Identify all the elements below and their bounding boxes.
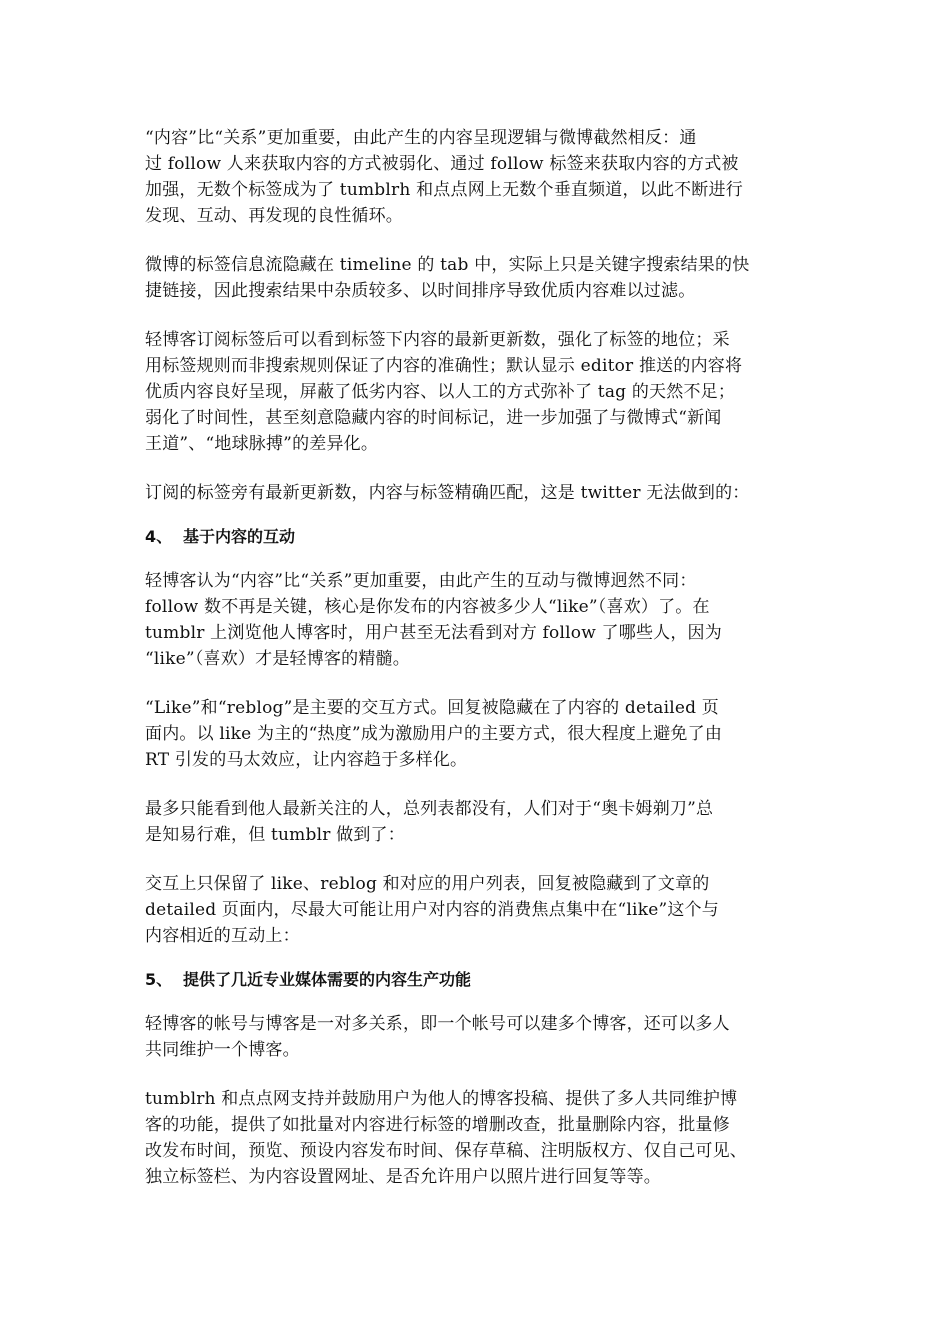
paragraph-interaction-list — [145, 871, 813, 949]
paragraph-occam-razor — [145, 796, 813, 848]
paragraph-like-core — [145, 568, 813, 672]
paragraph-tag-update-count — [145, 480, 813, 506]
text-line: 弱化了时间性，甚至刻意隐藏内容的时间标记，进一步加强了与微博式“新闻 — [145, 408, 722, 428]
section-heading-4 — [145, 524, 813, 550]
paragraph-weibo-tags — [145, 252, 813, 304]
text-line: tumblr 上浏览他人博客时，用户甚至无法看到对方 follow 了哪些人，因为 — [145, 623, 722, 643]
text-line: follow 数不再是关键，核心是你发布的内容被多少人“like”（喜欢）了。在 — [145, 597, 710, 617]
text-line: 王道”、“地球脉搏”的差异化。 — [145, 434, 379, 454]
text-line: 捷链接，因此搜索结果中杂质较多、以时间排序导致优质内容难以过滤。 — [145, 281, 696, 301]
text-line: 是知易行难，但 tumblr 做到了： — [145, 825, 405, 845]
text-line: RT 引发的马太效应，让内容趋于多样化。 — [145, 750, 468, 770]
section-heading-5 — [145, 967, 813, 993]
text-line: 微博的标签信息流隐藏在 timeline 的 tab 中，实际上只是关键字搜索结果的快 — [145, 255, 750, 275]
text-line: 轻博客订阅标签后可以看到标签下内容的最新更新数，强化了标签的地位；采 — [145, 330, 730, 350]
text-line: 发现、互动、再发现的良性循环。 — [145, 206, 403, 226]
text-line: 内容相近的互动上： — [145, 926, 300, 946]
text-line: 用标签规则而非搜索规则保证了内容的准确性；默认显示 editor 推送的内容将 — [145, 356, 743, 376]
text-line: 过 follow 人来获取内容的方式被弱化、通过 follow 标签来获取内容的方式被 — [145, 154, 739, 174]
paragraph-tag-subscription — [145, 327, 813, 457]
text-line: 面内。以 like 为主的“热度”成为激励用户的主要方式，很大程度上避免了由 — [145, 724, 723, 744]
section-title: 提供了几近专业媒体需要的内容生产功能 — [183, 970, 472, 989]
paragraph-publishing-features — [145, 1086, 813, 1190]
text-line: 客的功能，提供了如批量对内容进行标签的增删改查，批量删除内容，批量修 — [145, 1115, 730, 1135]
text-line: 订阅的标签旁有最新更新数，内容与标签精确匹配，这是 twitter 无法做到的： — [145, 483, 750, 503]
section-number: 4、 — [145, 527, 173, 546]
text-line: 优质内容良好呈现，屏蔽了低劣内容、以人工的方式弥补了 tag 的天然不足； — [145, 382, 736, 402]
section-number: 5、 — [145, 970, 173, 989]
paragraph-multi-blog — [145, 1011, 813, 1063]
document-page — [145, 125, 813, 1190]
text-line: 加强，无数个标签成为了 tumblrh 和点点网上无数个垂直频道，以此不断进行 — [145, 180, 743, 200]
text-line: “内容”比“关系”更加重要，由此产生的内容呈现逻辑与微博截然相反：通 — [145, 128, 697, 148]
paragraph-content-vs-relationship — [145, 125, 813, 229]
text-line: 共同维护一个博客。 — [145, 1040, 300, 1060]
text-line: 最多只能看到他人最新关注的人，总列表都没有，人们对于“奥卡姆剃刀”总 — [145, 799, 714, 819]
text-line: “like”（喜欢）才是轻博客的精髓。 — [145, 649, 410, 669]
text-line: 改发布时间，预览、预设内容发布时间、保存草稿、注明版权方、仅自己可见、 — [145, 1141, 747, 1161]
text-line: “Like”和“reblog”是主要的交互方式。回复被隐藏在了内容的 detailed 页 — [145, 698, 720, 718]
paragraph-like-reblog — [145, 695, 813, 773]
text-line: detailed 页面内，尽最大可能让用户对内容的消费焦点集中在“like”这个与 — [145, 900, 719, 920]
text-line: 轻博客的帐号与博客是一对多关系，即一个帐号可以建多个博客，还可以多人 — [145, 1014, 730, 1034]
text-line: 独立标签栏、为内容设置网址、是否允许用户以照片进行回复等等。 — [145, 1167, 661, 1187]
text-line: 交互上只保留了 like、reblog 和对应的用户列表，回复被隐藏到了文章的 — [145, 874, 710, 894]
text-line: tumblrh 和点点网支持并鼓励用户为他人的博客投稿、提供了多人共同维护博 — [145, 1089, 738, 1109]
section-title: 基于内容的互动 — [183, 527, 296, 546]
text-line: 轻博客认为“内容”比“关系”更加重要，由此产生的互动与微博迥然不同： — [145, 571, 697, 591]
